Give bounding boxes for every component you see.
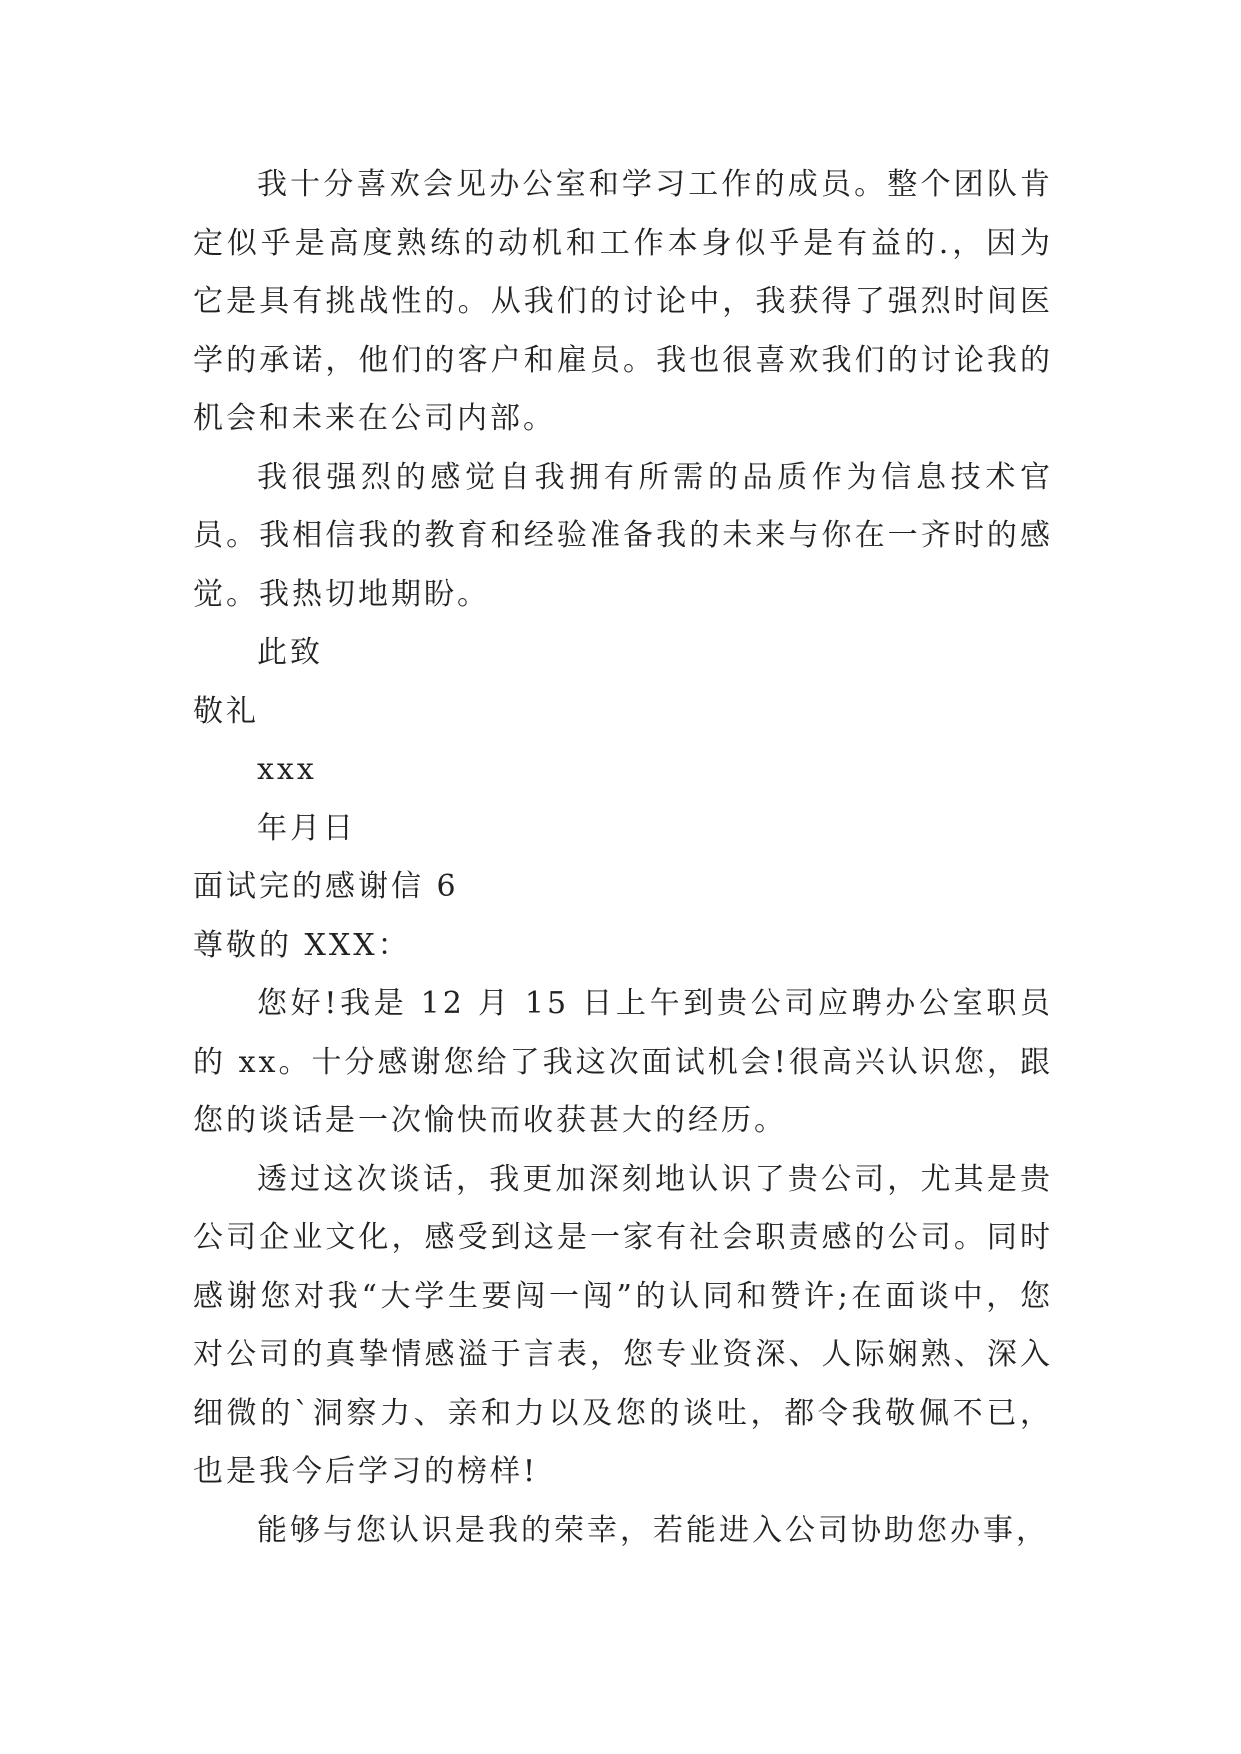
letter-title: 面试完的感谢信 6: [193, 869, 459, 904]
paragraph-honor: 能够与您认识是我的荣幸，若能进入公司协助您办事，: [257, 1512, 1049, 1548]
date-line: 年月日: [257, 810, 356, 846]
paragraph-greeting: 您好!我是 12 月 15 日上午到贵公司应聘办公室职员的 xx。十分感谢您给了我这次面试机会!很高兴认识您，跟您的谈话是一次愉快而收获甚大的经历。: [193, 986, 1053, 1138]
document-page: [193, 156, 1053, 1560]
signature: xxx: [257, 752, 317, 787]
salutation: 尊敬的 XXX：: [193, 927, 411, 963]
closing-salute: 敬礼: [193, 693, 259, 729]
paragraph-meeting-team: 我十分喜欢会见办公室和学习工作的成员。整个团队肯定似乎是高度熟练的动机和工作本身似乎是有益的.，因为它是具有挑战性的。从我们的讨论中，我获得了强烈时间医学的承诺，他们的客户和雇员。我也很喜欢我们的讨论我的机会和未来在公司内部。: [193, 167, 1053, 436]
paragraph-qualities: 我很强烈的感觉自我拥有所需的品质作为信息技术官员。我相信我的教育和经验准备我的未来与你在一齐时的感觉。我热切地期盼。: [193, 459, 1053, 612]
closing-regards: 此致: [257, 635, 323, 670]
paragraph-company-impression: 透过这次谈话，我更加深刻地认识了贵公司，尤其是贵公司企业文化，感受到这是一家有社会职责感的公司。同时感谢您对我“大学生要闯一闯”的认同和赞许;在面谈中，您对公司的真挚情感溢于言表，您专业资深、人际娴熟、深入细微的`洞察力、亲和力以及您的谈吐，都令我敬佩不已，也是我今后学习的榜样!: [193, 1161, 1053, 1489]
